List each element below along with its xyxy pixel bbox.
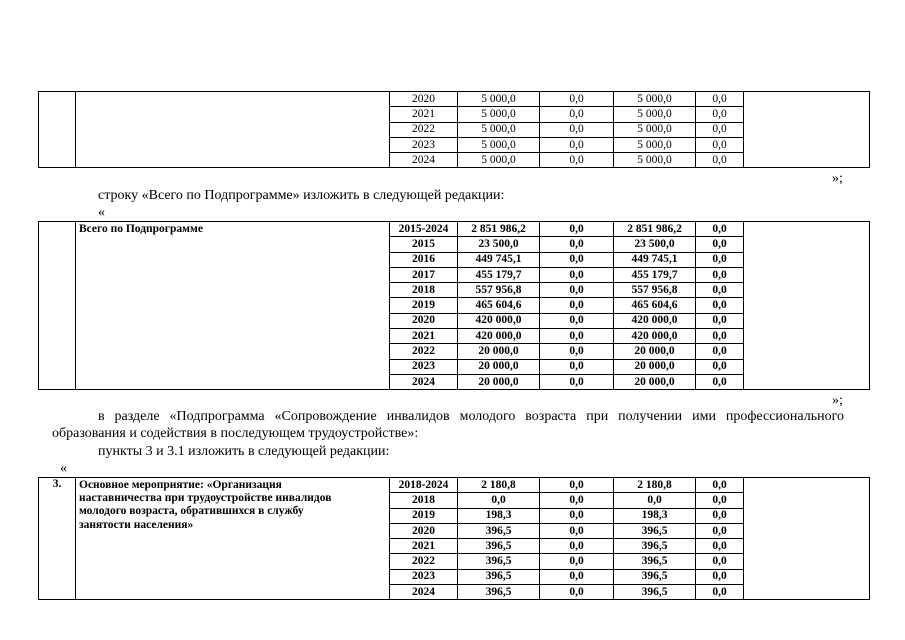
value-cell: 0,0 [696,122,744,137]
value-cell: 0,0 [540,569,614,584]
year-cell: 2023 [390,137,458,152]
year-cell: 2019 [390,508,458,523]
opening-quote: « [98,205,105,220]
value-cell: 0,0 [540,122,614,137]
year-cell: 2023 [390,359,458,374]
value-cell: 0,0 [696,374,744,389]
year-cell: 2022 [390,122,458,137]
total-cell: 420 000,0 [458,329,540,344]
number-cell [39,222,76,390]
description-cell: Всего по Подпрограмме [76,222,390,390]
year-cell: 2015-2024 [390,222,458,237]
number-cell: 3. [39,478,76,600]
total-cell: 5 000,0 [458,122,540,137]
year-cell: 2018 [390,493,458,508]
total-cell: 396,5 [458,554,540,569]
value-cell: 0,0 [696,478,744,493]
value-cell: 20 000,0 [614,374,696,389]
value-cell: 420 000,0 [614,329,696,344]
total-cell: 20 000,0 [458,344,540,359]
value-cell: 0,0 [696,107,744,122]
table-subprogram-rows [38,91,870,168]
year-cell: 2024 [390,374,458,389]
table-row [39,478,870,493]
value-cell: 0,0 [696,554,744,569]
value-cell: 198,3 [614,508,696,523]
value-cell: 5 000,0 [614,122,696,137]
total-cell: 5 000,0 [458,92,540,107]
total-cell: 20 000,0 [458,359,540,374]
value-cell: 396,5 [614,554,696,569]
paragraph-section: в разделе «Подпрограмма «Сопровождение инвалидов молодого возраста при получении ими профессионального [98,409,844,424]
total-cell: 23 500,0 [458,237,540,252]
value-cell: 23 500,0 [614,237,696,252]
value-cell: 0,0 [540,478,614,493]
year-cell: 2020 [390,313,458,328]
value-cell: 0,0 [696,508,744,523]
value-cell: 0,0 [696,153,744,168]
value-cell: 0,0 [540,508,614,523]
total-cell: 396,5 [458,569,540,584]
year-cell: 2023 [390,569,458,584]
table-subprogram-total [38,221,870,390]
value-cell: 396,5 [614,539,696,554]
value-cell: 0,0 [696,92,744,107]
value-cell: 0,0 [540,523,614,538]
total-cell: 449 745,1 [458,252,540,267]
value-cell: 0,0 [696,313,744,328]
value-cell: 2 851 986,2 [614,222,696,237]
paragraph-total-row: строку «Всего по Подпрограмме» изложить в следующей редакции: [98,188,505,203]
total-cell: 557 956,8 [458,283,540,298]
value-cell: 465 604,6 [614,298,696,313]
value-cell: 0,0 [540,267,614,282]
value-cell: 0,0 [696,267,744,282]
table-body [39,478,870,600]
value-cell: 0,0 [540,493,614,508]
table-row [39,92,870,107]
paragraph-items: пункты 3 и 3.1 изложить в следующей редакции: [98,444,390,459]
value-cell: 0,0 [540,107,614,122]
value-cell: 0,0 [540,137,614,152]
year-cell: 2022 [390,554,458,569]
value-cell: 0,0 [696,344,744,359]
value-cell: 0,0 [696,222,744,237]
value-cell: 396,5 [614,585,696,600]
opening-quote: « [60,461,67,476]
value-cell: 20 000,0 [614,359,696,374]
total-cell: 0,0 [458,493,540,508]
value-cell: 0,0 [540,153,614,168]
year-cell: 2018-2024 [390,478,458,493]
total-cell: 420 000,0 [458,313,540,328]
year-cell: 2015 [390,237,458,252]
value-cell: 0,0 [540,374,614,389]
empty-cell [744,478,870,600]
value-cell: 5 000,0 [614,137,696,152]
total-cell: 5 000,0 [458,107,540,122]
number-cell [39,92,76,168]
value-cell: 557 956,8 [614,283,696,298]
value-cell: 0,0 [540,539,614,554]
total-cell: 396,5 [458,523,540,538]
description-cell [76,92,390,168]
value-cell: 0,0 [696,298,744,313]
total-cell: 20 000,0 [458,374,540,389]
value-cell: 0,0 [540,222,614,237]
closing-quote: »; [832,393,843,408]
description-line: наставничества при трудоустройстве инвалидов [79,492,332,504]
value-cell: 0,0 [696,237,744,252]
total-cell: 465 604,6 [458,298,540,313]
value-cell: 0,0 [696,283,744,298]
value-cell: 0,0 [540,252,614,267]
description-line: молодого возраста, обратившихся в службу [79,505,304,517]
table-main-activity [38,477,870,600]
year-cell: 2020 [390,523,458,538]
empty-cell [744,222,870,390]
year-cell: 2021 [390,107,458,122]
year-cell: 2016 [390,252,458,267]
total-cell: 5 000,0 [458,137,540,152]
value-cell: 0,0 [540,329,614,344]
closing-quote: »; [832,171,843,186]
value-cell: 0,0 [540,554,614,569]
value-cell: 455 179,7 [614,267,696,282]
year-cell: 2017 [390,267,458,282]
year-cell: 2020 [390,92,458,107]
total-cell: 455 179,7 [458,267,540,282]
year-cell: 2024 [390,153,458,168]
value-cell: 0,0 [540,313,614,328]
table-row [39,222,870,237]
description-line: Основное мероприятие: «Организация [79,479,282,491]
value-cell: 0,0 [540,283,614,298]
value-cell: 0,0 [540,92,614,107]
description-cell [76,478,390,600]
total-cell: 2 851 986,2 [458,222,540,237]
year-cell: 2018 [390,283,458,298]
total-cell: 2 180,8 [458,478,540,493]
value-cell: 0,0 [696,539,744,554]
year-cell: 2021 [390,539,458,554]
year-cell: 2024 [390,585,458,600]
value-cell: 0,0 [540,344,614,359]
value-cell: 0,0 [696,329,744,344]
value-cell: 0,0 [696,137,744,152]
value-cell: 5 000,0 [614,92,696,107]
value-cell: 396,5 [614,523,696,538]
value-cell: 0,0 [540,585,614,600]
value-cell: 0,0 [696,493,744,508]
total-cell: 396,5 [458,585,540,600]
year-cell: 2022 [390,344,458,359]
value-cell: 0,0 [696,569,744,584]
value-cell: 396,5 [614,569,696,584]
value-cell: 2 180,8 [614,478,696,493]
value-cell: 20 000,0 [614,344,696,359]
value-cell: 5 000,0 [614,107,696,122]
value-cell: 0,0 [540,359,614,374]
value-cell: 0,0 [614,493,696,508]
table-body [39,222,870,390]
value-cell: 0,0 [696,359,744,374]
description-line: занятости населения» [79,519,194,531]
table-body [39,92,870,168]
value-cell: 0,0 [696,523,744,538]
value-cell: 5 000,0 [614,153,696,168]
paragraph-section-cont: образования и содействия в последующем трудоустройстве»: [52,426,419,441]
total-cell: 396,5 [458,539,540,554]
year-cell: 2021 [390,329,458,344]
total-cell: 5 000,0 [458,153,540,168]
value-cell: 0,0 [696,585,744,600]
year-cell: 2019 [390,298,458,313]
empty-cell [744,92,870,168]
value-cell: 0,0 [696,252,744,267]
value-cell: 449 745,1 [614,252,696,267]
value-cell: 420 000,0 [614,313,696,328]
value-cell: 0,0 [540,298,614,313]
value-cell: 0,0 [540,237,614,252]
total-cell: 198,3 [458,508,540,523]
